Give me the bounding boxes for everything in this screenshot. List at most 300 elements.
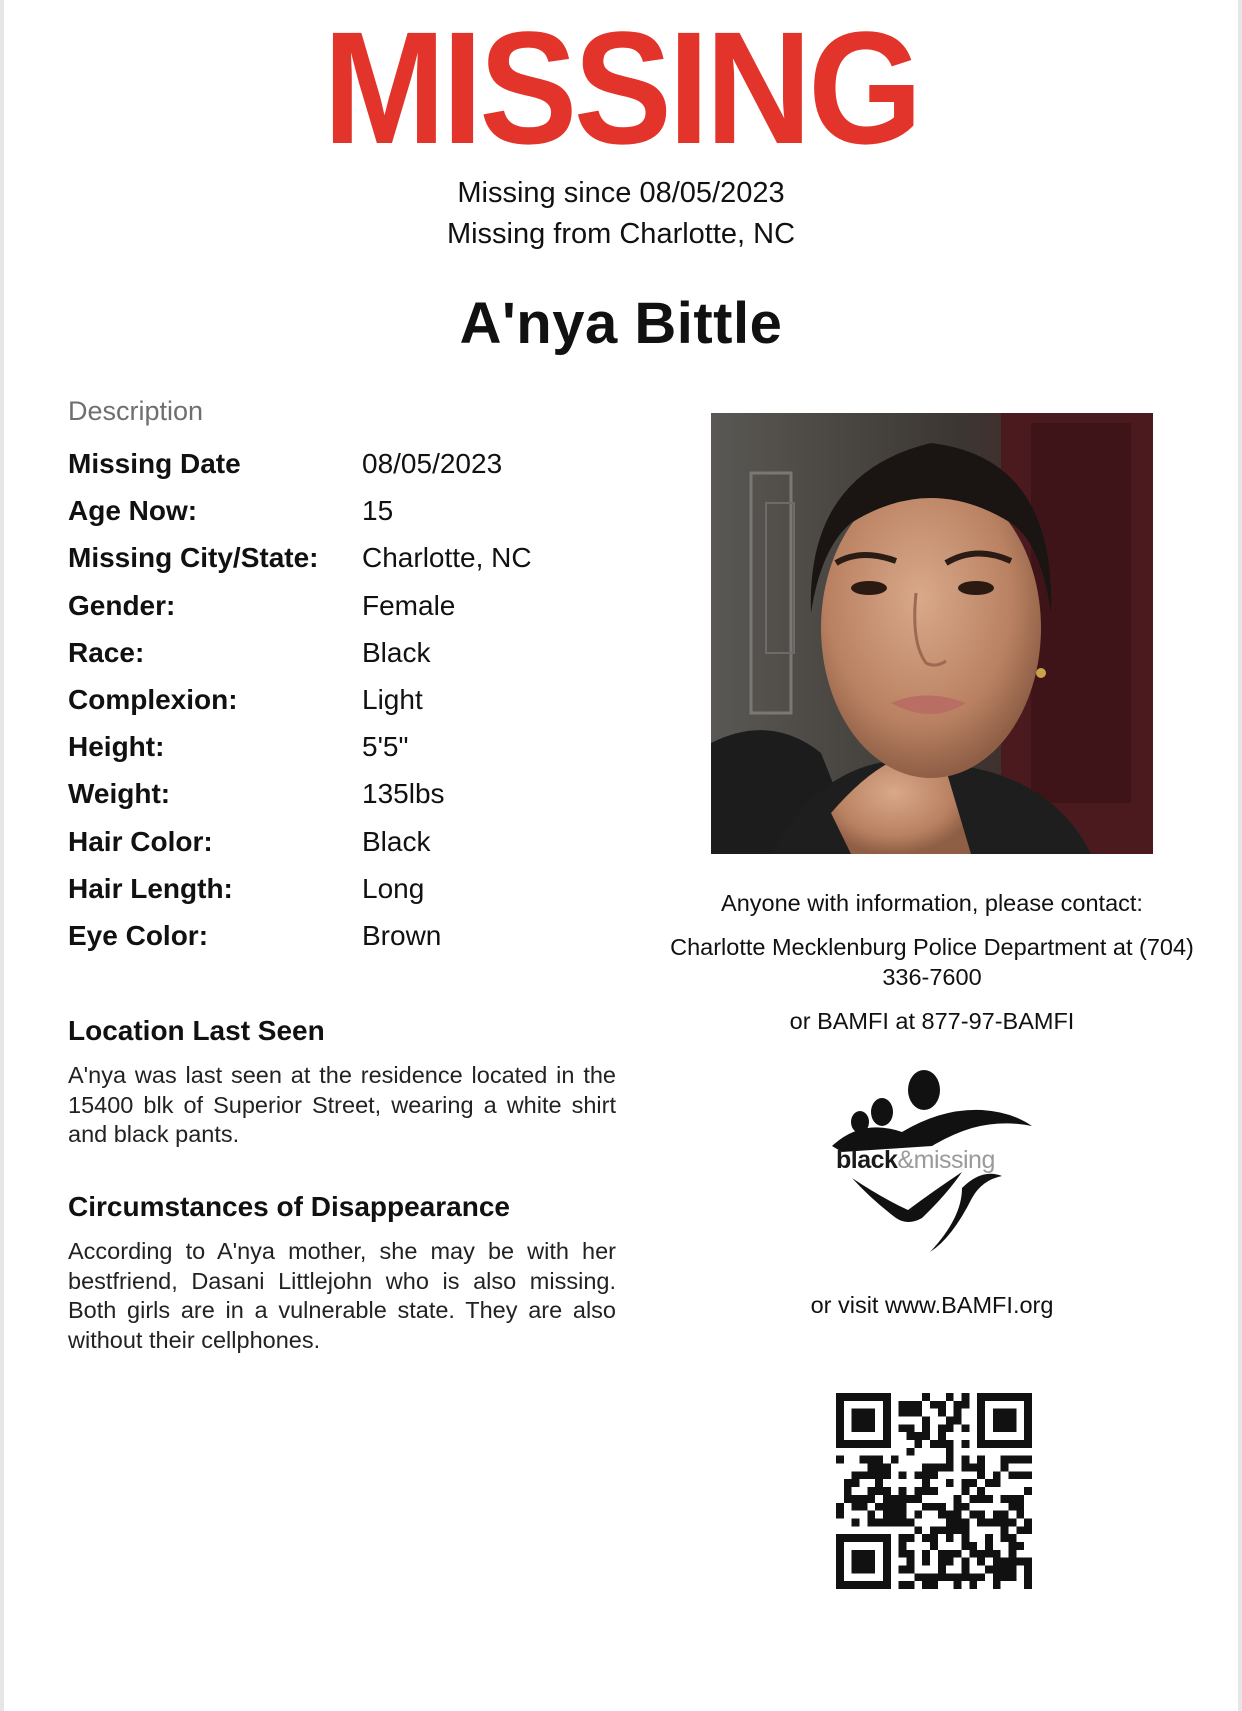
qr-module (883, 1558, 891, 1566)
qr-module (875, 1534, 883, 1542)
qr-module (969, 1495, 977, 1503)
qr-module (1008, 1424, 1016, 1432)
qr-module (993, 1565, 1001, 1573)
qr-module (954, 1417, 962, 1425)
qr-module (993, 1417, 1001, 1425)
person-name: A'nya Bittle (459, 291, 783, 356)
qr-module (977, 1487, 985, 1495)
qr-module (954, 1511, 962, 1519)
qr-module (961, 1503, 969, 1511)
qr-module (1001, 1464, 1009, 1472)
qr-module (946, 1417, 954, 1425)
qr-module (1001, 1409, 1009, 1417)
qr-module (961, 1573, 969, 1581)
qr-module (860, 1424, 868, 1432)
qr-module (985, 1440, 993, 1448)
qr-module (899, 1503, 907, 1511)
qr-module (883, 1464, 891, 1472)
qr-module (993, 1518, 1001, 1526)
fact-row-complexion (68, 684, 628, 731)
qr-module (883, 1487, 891, 1495)
qr-module (977, 1518, 985, 1526)
qr-module (852, 1440, 860, 1448)
qr-module (977, 1401, 985, 1409)
qr-module (993, 1573, 1001, 1581)
fact-row-gender (68, 590, 628, 637)
qr-module (836, 1573, 844, 1581)
qr-module (867, 1487, 875, 1495)
fact-value: 135lbs (362, 778, 445, 810)
qr-module (946, 1518, 954, 1526)
qr-module (954, 1495, 962, 1503)
qr-module (969, 1511, 977, 1519)
qr-module (899, 1401, 907, 1409)
qr-module (914, 1526, 922, 1534)
qr-module (1024, 1518, 1032, 1526)
fact-label: Hair Length: (68, 872, 233, 904)
qr-module (867, 1511, 875, 1519)
qr-module (899, 1471, 907, 1479)
qr-module (969, 1581, 977, 1589)
qr-module (1024, 1417, 1032, 1425)
qr-module (899, 1511, 907, 1519)
qr-module (946, 1456, 954, 1464)
qr-module (1024, 1401, 1032, 1409)
qr-module (938, 1401, 946, 1409)
qr-module (930, 1487, 938, 1495)
qr-module (946, 1448, 954, 1456)
qr-module (875, 1581, 883, 1589)
qr-module (883, 1393, 891, 1401)
qr-module (867, 1558, 875, 1566)
qr-module (860, 1417, 868, 1425)
contact-website: or visit www.BAMFI.org (810, 1292, 1054, 1318)
page-edge-right (1238, 0, 1242, 1711)
qr-module (946, 1558, 954, 1566)
qr-module (993, 1409, 1001, 1417)
qr-module (961, 1456, 969, 1464)
description-facts (68, 448, 628, 967)
contact-bamfi-phone: or BAMFI at 877-97-BAMFI (789, 1008, 1075, 1034)
fact-value: Brown (362, 919, 442, 951)
qr-module (985, 1393, 993, 1401)
qr-module (922, 1487, 930, 1495)
qr-module (922, 1581, 930, 1589)
qr-module (938, 1526, 946, 1534)
fact-label: Eye Color: (68, 919, 209, 951)
qr-module (852, 1503, 860, 1511)
fact-row-eye-color (68, 920, 628, 967)
qr-module (836, 1503, 844, 1511)
qr-module (1001, 1456, 1009, 1464)
qr-module (883, 1565, 891, 1573)
qr-module (914, 1401, 922, 1409)
logo-wordmark (836, 1146, 995, 1175)
fact-label: Missing City/State: (68, 542, 319, 574)
qr-module (1008, 1565, 1016, 1573)
fact-value: 15 (362, 495, 394, 527)
qr-module (914, 1487, 922, 1495)
qr-module (961, 1565, 969, 1573)
fact-value: Black (362, 825, 431, 857)
qr-module (930, 1471, 938, 1479)
qr-module (899, 1518, 907, 1526)
qr-module (930, 1534, 938, 1542)
qr-module (930, 1464, 938, 1472)
qr-module (930, 1503, 938, 1511)
qr-module (899, 1424, 907, 1432)
qr-module (836, 1581, 844, 1589)
qr-module (867, 1393, 875, 1401)
qr-module (883, 1573, 891, 1581)
qr-module (860, 1393, 868, 1401)
qr-module (852, 1534, 860, 1542)
qr-module (883, 1495, 891, 1503)
qr-module (946, 1440, 954, 1448)
qr-module (961, 1558, 969, 1566)
qr-module (860, 1558, 868, 1566)
qr-module (836, 1456, 844, 1464)
missing-title: MISSING (323, 0, 919, 177)
qr-module (954, 1401, 962, 1409)
qr-module (1001, 1558, 1009, 1566)
fact-label: Complexion: (68, 683, 238, 715)
qr-module (836, 1534, 844, 1542)
qr-module (930, 1542, 938, 1550)
qr-module (1001, 1495, 1009, 1503)
qr-module (852, 1393, 860, 1401)
qr-module (977, 1393, 985, 1401)
qr-module (930, 1526, 938, 1534)
qr-module (993, 1511, 1001, 1519)
qr-module (1024, 1487, 1032, 1495)
qr-module (977, 1471, 985, 1479)
qr-module (1016, 1511, 1024, 1519)
logo-word-black: black (836, 1146, 898, 1174)
qr-module (1024, 1409, 1032, 1417)
qr-module (852, 1424, 860, 1432)
qr-module (961, 1464, 969, 1472)
qr-module (883, 1581, 891, 1589)
qr-module (875, 1393, 883, 1401)
qr-module (1008, 1440, 1016, 1448)
qr-module (875, 1464, 883, 1472)
qr-module (907, 1432, 915, 1440)
qr-module (914, 1511, 922, 1519)
qr-module (836, 1542, 844, 1550)
description-label: Description (68, 396, 204, 426)
qr-module (836, 1440, 844, 1448)
qr-module (969, 1542, 977, 1550)
fact-row-race (68, 637, 628, 684)
qr-module (860, 1440, 868, 1448)
qr-module (852, 1558, 860, 1566)
qr-module (836, 1565, 844, 1573)
qr-module (993, 1393, 1001, 1401)
qr-module (907, 1581, 915, 1589)
qr-module (875, 1487, 883, 1495)
qr-module (1001, 1565, 1009, 1573)
qr-module (961, 1542, 969, 1550)
fact-value: Black (362, 636, 431, 668)
qr-module (836, 1511, 844, 1519)
qr-module (899, 1565, 907, 1573)
qr-module (1008, 1409, 1016, 1417)
qr-module (946, 1526, 954, 1534)
qr-module (961, 1479, 969, 1487)
qr-module (844, 1581, 852, 1589)
qr-module (914, 1409, 922, 1417)
qr-module (993, 1440, 1001, 1448)
qr-module (1024, 1424, 1032, 1432)
qr-module (1001, 1534, 1009, 1542)
qr-module (852, 1550, 860, 1558)
fact-value: 08/05/2023 (362, 448, 503, 479)
qr-module (852, 1409, 860, 1417)
qr-module (1016, 1440, 1024, 1448)
qr-module (899, 1409, 907, 1417)
fact-row-age (68, 495, 628, 542)
logo-ampersand: & (897, 1146, 914, 1174)
qr-module (969, 1464, 977, 1472)
qr-module (969, 1573, 977, 1581)
qr-module (922, 1503, 930, 1511)
portrait-illustration (711, 413, 1153, 854)
qr-module (938, 1440, 946, 1448)
qr-module (922, 1558, 930, 1566)
qr-module (1024, 1440, 1032, 1448)
qr-module (883, 1550, 891, 1558)
qr-module (844, 1487, 852, 1495)
qr-module (961, 1393, 969, 1401)
qr-module (899, 1581, 907, 1589)
qr-module (875, 1471, 883, 1479)
qr-module (867, 1464, 875, 1472)
qr-module (938, 1550, 946, 1558)
qr-module (1008, 1542, 1016, 1550)
qr-module (860, 1456, 868, 1464)
person-photo (711, 413, 1153, 854)
qr-module (922, 1550, 930, 1558)
qr-module (922, 1464, 930, 1472)
qr-module (922, 1432, 930, 1440)
qr-module (1008, 1471, 1016, 1479)
qr-module (852, 1471, 860, 1479)
qr-module (922, 1471, 930, 1479)
fact-label: Gender: (68, 589, 176, 621)
qr-module (985, 1495, 993, 1503)
qr-module (1008, 1503, 1016, 1511)
qr-module (836, 1417, 844, 1425)
qr-module (954, 1409, 962, 1417)
qr-module (867, 1424, 875, 1432)
qr-module (907, 1558, 915, 1566)
qr-module (883, 1511, 891, 1519)
qr-module (836, 1432, 844, 1440)
qr-module (891, 1456, 899, 1464)
qr-module (852, 1581, 860, 1589)
qr-module (938, 1558, 946, 1566)
fact-row-weight (68, 778, 628, 825)
qr-module (867, 1440, 875, 1448)
fact-label: Missing Date (68, 448, 241, 479)
qr-module (891, 1503, 899, 1511)
qr-module (883, 1417, 891, 1425)
logo-word-missing: missing (913, 1146, 995, 1174)
circumstances-text: According to A'nya mother, she may be with her bestfriend, Dasani Littlejohn who is also missing. Both girls are in a vulnerable state. They are also without their cellphones. (68, 1238, 616, 1353)
qr-module (852, 1495, 860, 1503)
qr-module (1008, 1495, 1016, 1503)
qr-module (1008, 1518, 1016, 1526)
qr-module (914, 1573, 922, 1581)
fact-label: Age Now: (68, 495, 198, 527)
qr-module (883, 1424, 891, 1432)
qr-module (977, 1495, 985, 1503)
qr-module (954, 1581, 962, 1589)
qr-module (875, 1503, 883, 1511)
qr-module (907, 1518, 915, 1526)
qr-module (954, 1573, 962, 1581)
qr-module (938, 1424, 946, 1432)
qr-module (875, 1440, 883, 1448)
qr-module (985, 1534, 993, 1542)
fact-value: 5'5" (362, 731, 409, 763)
qr-module (922, 1479, 930, 1487)
qr-module (836, 1550, 844, 1558)
qr-module (954, 1518, 962, 1526)
qr-module (907, 1565, 915, 1573)
qr-module (930, 1581, 938, 1589)
qr-module (891, 1495, 899, 1503)
qr-module (867, 1495, 875, 1503)
fact-row-missing-date (68, 448, 628, 495)
qr-module (977, 1511, 985, 1519)
qr-module (961, 1526, 969, 1534)
qr-module (836, 1409, 844, 1417)
qr-module (907, 1495, 915, 1503)
contact-intro: Anyone with information, please contact: (721, 890, 1143, 916)
qr-module (993, 1550, 1001, 1558)
qr-module (977, 1558, 985, 1566)
qr-module (836, 1393, 844, 1401)
fact-value: Light (362, 683, 423, 715)
qr-module (860, 1550, 868, 1558)
qr-module (1016, 1471, 1024, 1479)
qr-module (867, 1417, 875, 1425)
qr-module (844, 1393, 852, 1401)
qr-module (938, 1464, 946, 1472)
qr-module (977, 1440, 985, 1448)
qr-module (1008, 1393, 1016, 1401)
qr-module (836, 1424, 844, 1432)
qr-module (891, 1511, 899, 1519)
qr-module (922, 1424, 930, 1432)
qr-module (1016, 1503, 1024, 1511)
qr-module (883, 1518, 891, 1526)
qr-module (867, 1471, 875, 1479)
qr-module (899, 1487, 907, 1495)
qr-module (969, 1479, 977, 1487)
qr-module (977, 1573, 985, 1581)
qr-module (875, 1456, 883, 1464)
qr-module (844, 1479, 852, 1487)
qr-module (922, 1393, 930, 1401)
qr-module (961, 1518, 969, 1526)
circumstances-heading: Circumstances of Disappearance (68, 1191, 510, 1222)
qr-module (1024, 1456, 1032, 1464)
qr-module (1016, 1495, 1024, 1503)
location-last-seen-heading: Location Last Seen (68, 1015, 325, 1046)
qr-module (977, 1432, 985, 1440)
qr-module (914, 1471, 922, 1479)
qr-module (1001, 1526, 1009, 1534)
qr-module (993, 1558, 1001, 1566)
qr-module (867, 1550, 875, 1558)
qr-module (985, 1518, 993, 1526)
qr-module (852, 1518, 860, 1526)
qr-module (938, 1511, 946, 1519)
qr-module (946, 1511, 954, 1519)
qr-module (1001, 1573, 1009, 1581)
qr-module (899, 1495, 907, 1503)
qr-module (1001, 1511, 1009, 1519)
qr-module (1008, 1558, 1016, 1566)
missing-from-line: Missing from Charlotte, NC (446, 218, 796, 250)
qr-module (1008, 1573, 1016, 1581)
qr-module (938, 1573, 946, 1581)
qr-module (914, 1432, 922, 1440)
qr-module (961, 1534, 969, 1542)
qr-module (946, 1573, 954, 1581)
qr-module (930, 1440, 938, 1448)
location-last-seen-text: A'nya was last seen at the residence located in the 15400 blk of Superior Street, wearing a white shirt and black pants. (68, 1062, 616, 1147)
missing-since-line: Missing since 08/05/2023 (457, 177, 785, 209)
qr-module (1008, 1534, 1016, 1542)
qr-module (1016, 1393, 1024, 1401)
qr-module (1024, 1581, 1032, 1589)
qr-module (883, 1409, 891, 1417)
qr-module (985, 1542, 993, 1550)
qr-module (946, 1424, 954, 1432)
qr-module (1001, 1440, 1009, 1448)
qr-module (1024, 1526, 1032, 1534)
black-and-missing-logo (812, 1068, 1034, 1254)
qr-module (1024, 1393, 1032, 1401)
qr-module (1024, 1432, 1032, 1440)
qr-module (867, 1518, 875, 1526)
fact-row-height (68, 731, 628, 778)
qr-module (860, 1581, 868, 1589)
qr-module (977, 1464, 985, 1472)
qr-module (867, 1456, 875, 1464)
qr-module (914, 1440, 922, 1448)
fact-row-city-state (68, 542, 628, 589)
fact-label: Height: (68, 731, 165, 763)
qr-module (907, 1550, 915, 1558)
qr-module (1016, 1526, 1024, 1534)
fact-row-hair-color (68, 826, 628, 873)
fact-label: Hair Color: (68, 825, 213, 857)
page-edge-left (0, 0, 4, 1711)
qr-module (1016, 1558, 1024, 1566)
qr-module (1016, 1456, 1024, 1464)
qr-module (969, 1550, 977, 1558)
qr-module (993, 1479, 1001, 1487)
qr-module (993, 1581, 1001, 1589)
qr-module (1001, 1417, 1009, 1425)
qr-module (907, 1409, 915, 1417)
qr-module (961, 1401, 969, 1409)
